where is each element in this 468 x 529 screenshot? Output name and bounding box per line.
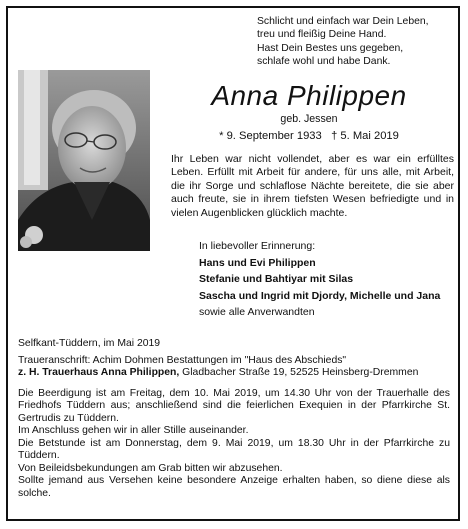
funeral-text: Die Beerdigung ist am Freitag, dem 10. Mai 2019, um 14.30 Uhr von der Trauerhalle des Friedhofs Tüddern aus; anschließend sind die feierlichen Exequien in der Pfarrkirche St. Gertrudis zu Tüddern. — [18, 387, 450, 424]
birth-name: geb. Jessen — [280, 113, 338, 125]
footer-details — [18, 338, 450, 500]
address-street: Gladbacher Straße 19, 52525 Heinsberg-Dremmen — [179, 367, 419, 378]
address-line-2 — [18, 367, 450, 380]
prayer-text: Die Betstunde ist am Donnerstag, dem 9. Mai 2019, um 18.30 Uhr in der Pfarrkirche zu Tüddern. — [18, 437, 450, 461]
portrait-photo — [18, 70, 150, 251]
mourner-name: Stefanie und Bahtiyar mit Silas — [199, 273, 354, 286]
mourner-name: Sascha und Ingrid mit Djordy, Michelle und Jana — [199, 289, 441, 302]
poem-line: treu und fleißig Deine Hand. — [257, 29, 387, 41]
life-dates: * 9. September 1933 † 5. Mai 2019 — [219, 130, 399, 142]
mourners-list — [199, 240, 440, 323]
tribute-text: Ihr Leben war nicht vollendet, aber es war ein erfülltes Leben. Erfüllt mit Arbeit für andere, für uns alle, mit Arbeit, die ihr Sorge und schlaflose Nächte bereitete, die sie aber auch freute, sie in ihrem tiefsten Wesen befriedigte und in vielen Augenblicken glücklich machte. — [171, 153, 454, 219]
place-date: Selfkant-Tüddern, im Mai 2019 — [18, 338, 161, 349]
address-recipient: z. H. Trauerhaus Anna Philippen, — [18, 367, 180, 378]
notice-text: Sollte jemand aus Versehen keine besondere Anzeige erhalten haben, so diene diese als solche. — [18, 475, 450, 499]
address-line: Traueranschrift: Achim Dohmen Bestattungen im "Haus des Abschieds" — [18, 354, 347, 366]
mourner-name: Hans und Evi Philippen — [199, 256, 316, 269]
mourners-heading: In liebevoller Erinnerung: — [199, 240, 316, 252]
gathering-text: Im Anschluss gehen wir in aller Stille auseinander. — [18, 425, 249, 436]
condolences-text: Von Beileidsbekundungen am Grab bitten wir abzusehen. — [18, 462, 283, 474]
poem — [257, 16, 429, 69]
poem-line: schlafe wohl und habe Dank. — [257, 55, 391, 67]
poem-line: Hast Dein Bestes uns gegeben, — [257, 42, 404, 54]
deceased-name: Anna Philippen — [211, 80, 407, 111]
mourners-closing: sowie alle Anverwandten — [199, 306, 315, 319]
poem-line: Schlicht und einfach war Dein Leben, — [257, 16, 429, 27]
